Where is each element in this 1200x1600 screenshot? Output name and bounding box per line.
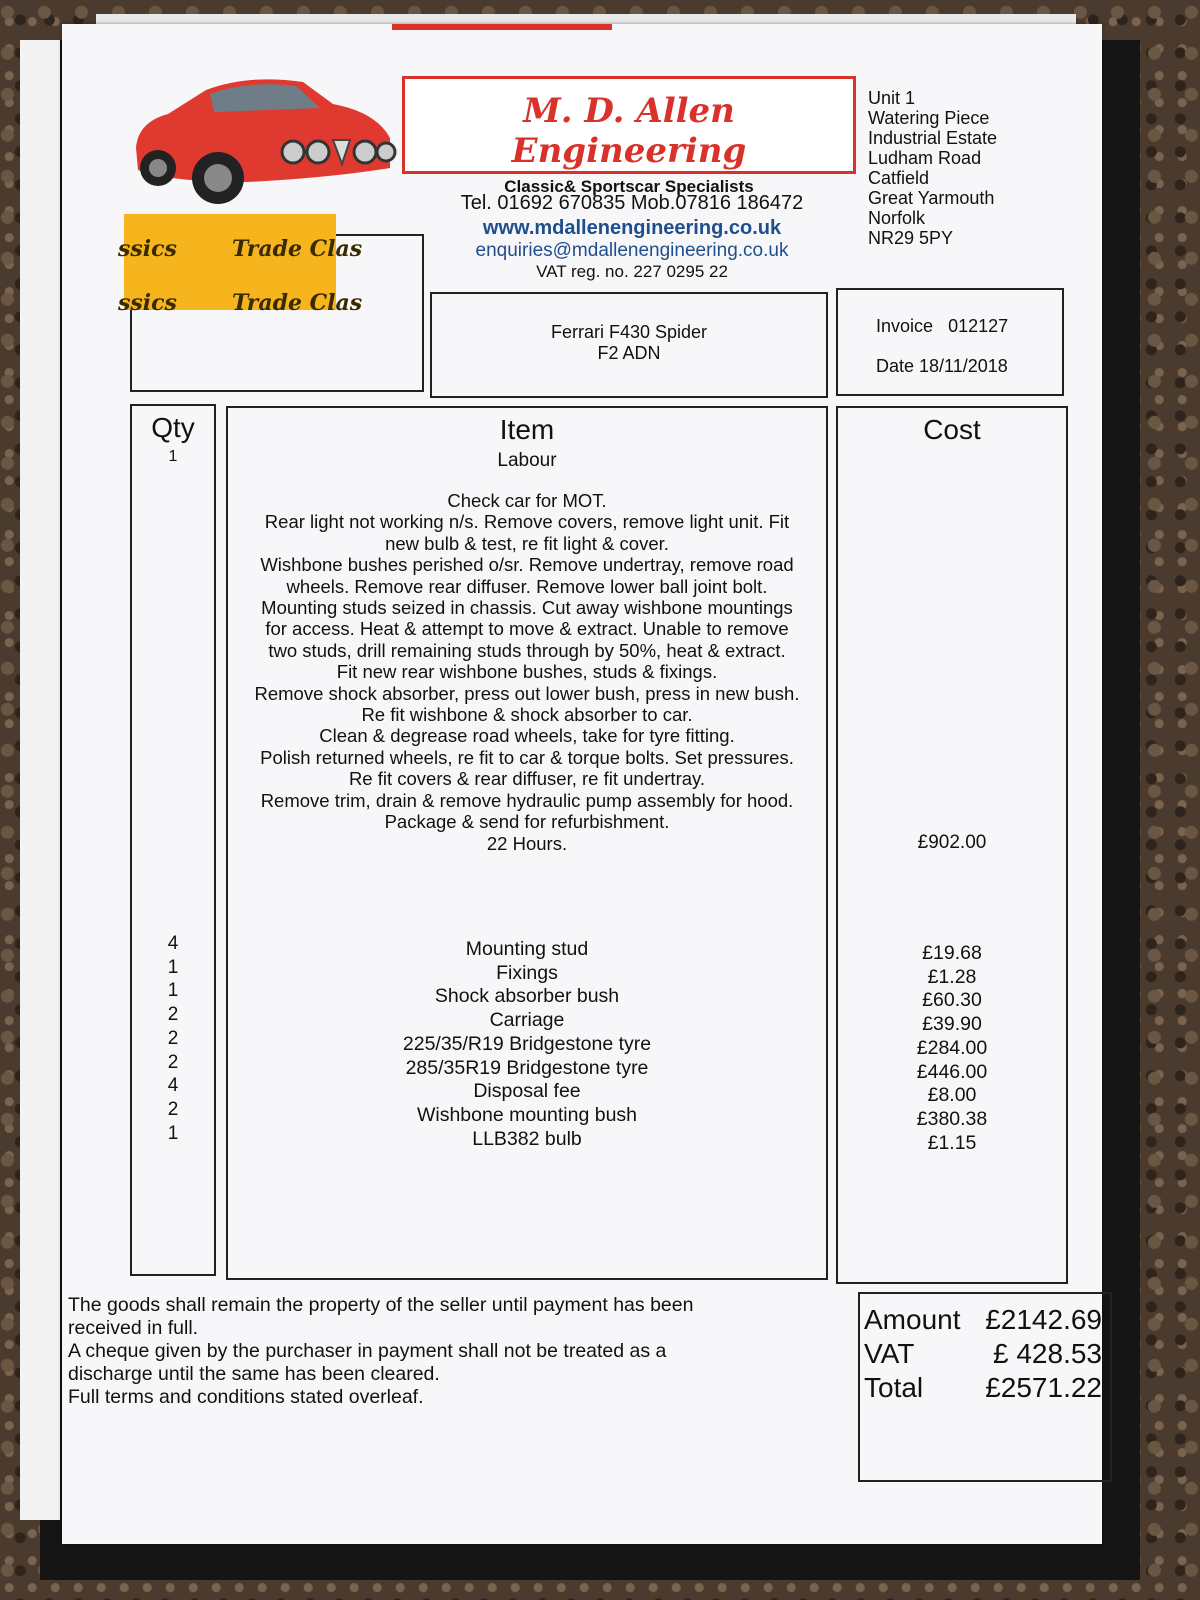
- labour-cost: £902.00: [917, 832, 987, 853]
- labour-line: Clean & degrease road wheels, take for tyre fitting.: [319, 725, 735, 747]
- part-cost: £1.28: [927, 965, 977, 988]
- labour-line: for access. Heat & attempt to move & extract. Unable to remove: [265, 618, 789, 640]
- part-item: Mounting stud: [465, 938, 589, 960]
- amount-label: Amount: [864, 1304, 961, 1335]
- cost-column: [836, 406, 1068, 1284]
- address-line: Great Yarmouth: [868, 188, 995, 208]
- part-cost: £446.00: [916, 1060, 988, 1083]
- address-line: Ludham Road: [868, 148, 982, 168]
- vehicle-model: Ferrari F430 Spider: [550, 322, 708, 342]
- part-item: Fixings: [496, 961, 558, 984]
- part-item: LLB382 bulb: [472, 1127, 582, 1150]
- item-column: [226, 406, 828, 1280]
- labour-line: Fit new rear wishbone bushes, studs & fixings.: [336, 661, 718, 683]
- part-qty: 2: [167, 1051, 179, 1073]
- labour-line: Polish returned wheels, re fit to car & torque bolts. Set pressures.: [260, 746, 794, 768]
- labour-line: Package & send for refurbishment.: [384, 811, 670, 833]
- labour-line: Remove shock absorber, press out lower bush, press in new bush.: [254, 682, 800, 704]
- labour-line: wheels. Remove rear diffuser. Remove lower ball joint bolt.: [286, 575, 768, 597]
- terms-line: discharge until the same has been cleared.: [68, 1363, 440, 1385]
- vehicle-registration: F2 ADN: [597, 343, 661, 363]
- part-item: 225/35/R19 Bridgestone tyre: [402, 1032, 652, 1055]
- labour-title: Labour: [497, 450, 557, 471]
- sticker-text: ssics: [118, 290, 177, 316]
- part-cost: £19.68: [922, 942, 982, 964]
- terms-line: received in full.: [68, 1317, 199, 1339]
- part-qty: 1: [167, 1122, 179, 1144]
- part-item: Disposal fee: [473, 1080, 581, 1103]
- company-logo: [402, 76, 856, 196]
- invoice-number: 012127: [948, 316, 1009, 336]
- invoice-box: [836, 288, 1064, 396]
- qty-header: Qty: [151, 412, 195, 443]
- part-qty: 2: [167, 1098, 179, 1120]
- labour-line: Re fit wishbone & shock absorber to car.: [361, 704, 693, 726]
- cost-header: Cost: [923, 414, 981, 445]
- address-line: Unit 1: [868, 88, 916, 108]
- telephone: Tel. 01692 670835 Mob.07816 186472: [460, 192, 804, 214]
- labour-line: Mounting studs seized in chassis. Cut away wishbone mountings: [261, 597, 793, 619]
- company-tagline: Classic& Sportscar Specialists: [504, 177, 754, 196]
- part-cost: £60.30: [922, 989, 982, 1012]
- labour-description: [228, 490, 826, 854]
- labour-line: Check car for MOT.: [447, 490, 607, 511]
- terms-text: [68, 1294, 828, 1409]
- item-header: Item: [499, 414, 555, 445]
- company-address: [868, 88, 997, 248]
- part-qty: 4: [167, 933, 179, 954]
- website-link[interactable]: www.mdallenengineering.co.uk: [482, 217, 782, 239]
- sticker-text: Trade Clas: [232, 236, 363, 262]
- email-link[interactable]: enquiries@mdallenengineering.co.uk: [475, 240, 789, 261]
- part-qty: 1: [167, 956, 179, 978]
- part-qty: 1: [167, 980, 179, 1002]
- vehicle-box: [430, 292, 828, 398]
- labour-line: 22 Hours.: [486, 832, 568, 854]
- terms-line: A cheque given by the purchaser in payment shall not be treated as a: [68, 1340, 667, 1362]
- address-line: Catfield: [868, 168, 930, 188]
- totals-box: [858, 1292, 1112, 1482]
- invoice-label: Invoice: [876, 316, 934, 336]
- part-cost: £380.38: [916, 1107, 988, 1130]
- sticker-text: ssics: [118, 236, 177, 262]
- labour-line: Re fit covers & rear diffuser, re fit undertray.: [348, 768, 706, 790]
- sticker-text: Trade Clas: [232, 290, 363, 316]
- labour-line: two studs, drill remaining studs through by 50%, heat & extract.: [268, 639, 786, 661]
- address-line: Norfolk: [868, 208, 926, 228]
- labour-line: Rear light not working n/s. Remove covers, remove light unit. Fit: [264, 511, 790, 533]
- part-item: Wishbone mounting bush: [416, 1103, 638, 1126]
- invoice-date: Date 18/11/2018: [876, 356, 1008, 376]
- part-qty: 2: [167, 1004, 179, 1026]
- terms-line: Full terms and conditions stated overleaf.: [68, 1386, 424, 1408]
- address-line: NR29 5PY: [868, 228, 954, 248]
- address-line: Watering Piece: [868, 108, 990, 128]
- parts-qty-list: [132, 932, 214, 1145]
- underlying-sheet: [20, 40, 60, 1520]
- labour-line: Remove trim, drain & remove hydraulic pump assembly for hood.: [260, 789, 794, 811]
- invoice-page: [62, 24, 1102, 1544]
- address-line: Industrial Estate: [868, 128, 998, 148]
- contact-block: [402, 192, 862, 282]
- total-value: £2571.22: [985, 1372, 1102, 1403]
- labour-line: Wishbone bushes perished o/sr. Remove undertray, remove road: [260, 554, 794, 576]
- part-qty: 4: [167, 1075, 179, 1097]
- parts-item-list: [228, 938, 826, 1151]
- amount-value: £2142.69: [985, 1304, 1102, 1335]
- part-cost: £284.00: [916, 1036, 988, 1059]
- vat-reg: VAT reg. no. 227 0295 22: [536, 262, 728, 281]
- terms-line: The goods shall remain the property of the seller until payment has been: [68, 1294, 694, 1316]
- part-item: Shock absorber bush: [434, 985, 620, 1008]
- labour-line: new bulb & test, re fit light & cover.: [385, 532, 669, 554]
- part-qty: 2: [167, 1027, 179, 1049]
- parts-cost-list: [838, 942, 1066, 1155]
- total-label: Total: [864, 1372, 924, 1403]
- vat-label: VAT: [864, 1338, 915, 1369]
- classic-car-image: [128, 60, 398, 210]
- trade-classics-sticker: [118, 214, 363, 316]
- company-name: M. D. Allen Engineering: [511, 91, 747, 171]
- qty-column: [130, 404, 216, 1276]
- labour-qty: 1: [168, 448, 178, 465]
- part-item: Carriage: [489, 1009, 565, 1032]
- part-cost: £1.15: [927, 1131, 977, 1154]
- vat-value: £ 428.53: [993, 1338, 1102, 1369]
- red-tab: [392, 24, 612, 30]
- part-cost: £39.90: [922, 1013, 982, 1036]
- part-item: 285/35R19 Bridgestone tyre: [405, 1056, 649, 1079]
- part-cost: £8.00: [927, 1084, 977, 1107]
